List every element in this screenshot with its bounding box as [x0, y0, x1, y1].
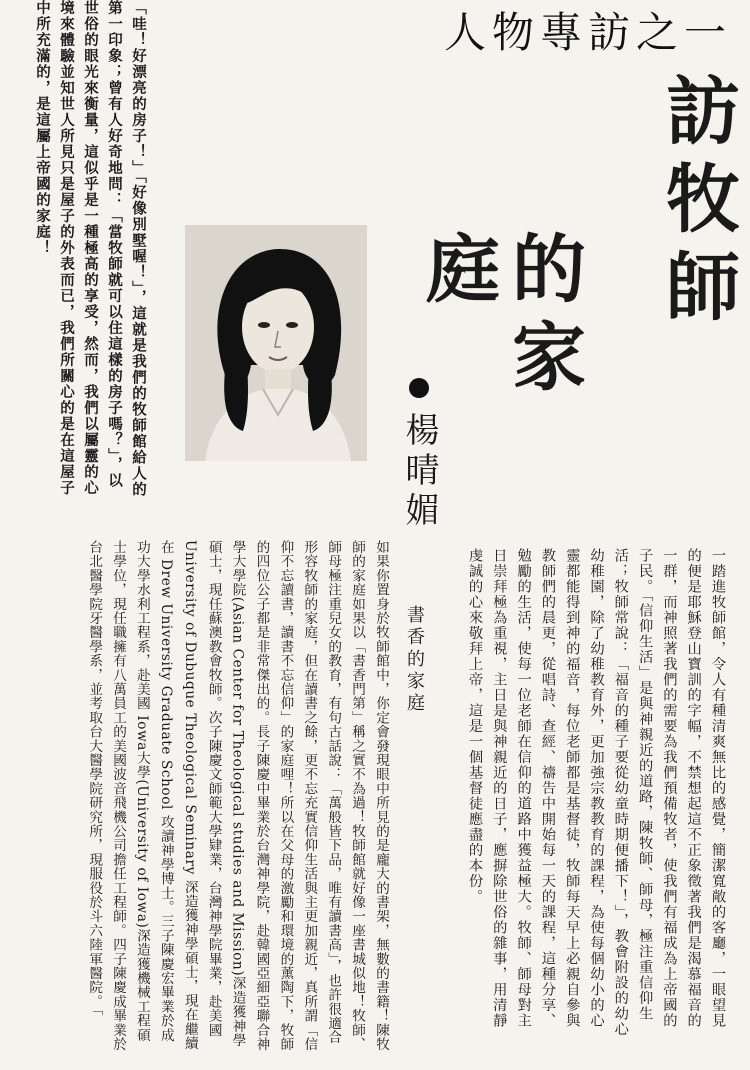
- section-heading: 書香的家庭: [404, 605, 425, 715]
- author-name: 楊晴媚: [399, 412, 439, 532]
- portrait-illustration: [185, 225, 367, 461]
- series-label: 人物專訪之一: [443, 8, 732, 57]
- body-paragraph-1: 一踏進牧師館，令人有種清爽無比的感覺，簡潔寬敞的客廳，一眼望見的便是耶穌登山寶訓的字幅，不禁想起這不正象徵著我們是渴慕福音的一群，而神照著我們的需要為我們預備牧者，使我們有福成為上帝國的子民。「信仰生活」是與神親近的道路，陳牧師、師母，極注重信仰生活；牧師常說：「福音的種子要從幼童時期便播下！」，教會附設的幼心幼稚園，除了幼稚教育外，更加強宗教教育的課程，為使每個幼小的心靈都能得到神的福音，每位老師都是基督徒，牧師每天早上必親自參與教師們的晨更，從唱詩、查經、禱告中開始每一天的課程，這種分享、勉勵的生活，使每一位老師在信仰的道路中獲益極大。牧師、師母對主日崇拜極為重視，主日是與神親近的日子，應摒除世俗的雜事，用清靜虔誠的心來敬拜上帝，這是一個基督徒應盡的本份。: [467, 548, 726, 1037]
- body-paragraph-2: 如果你置身於牧師館中，你定會發現眼中所見的是龐大的書架，無數的書籍！陳牧師的家庭如果以「書香門第」稱之實不為過！牧師館就好像一座書城似地！牧師、師母極注重兒女的教育，有句古話說：「萬般皆下品，唯有讀書高」，也許很適合形容牧師的家庭，但在讀書之餘，更不忘充實信仰生活與主更加親近，真所謂「信仰不忘讀書，讀書不忘信仰」的家庭哩！所以在父母的激勵和環境的薰陶下，牧師的四位公子都是非常傑出的。長子陳慶中畢業於台灣神學院，赴韓國亞細亞聯合神學大學院(Asian Center for Theological studies and Mission)深造獲神學碩士，現任蘇澳教會牧師。次子陳慶文師範大學肄業，台灣神學院畢業，赴美國 University of Dubuque Theological Seminary 深造獲神學碩士，現在繼續在 Drew University Graduate School 攻讀神學博士。三子陳慶宏畢業於成功大學水利工程系，赴美國 Iowa大學(University of Iowa)深造獲機械工程碩士學位，現任職擁有八萬員工的美國波音飛機公司擔任工程師。四子陳慶成畢業於台北醫學院牙醫學系，並考取台大醫學院研究所，現服役於斗六陸軍醫院。「: [86, 540, 389, 1052]
- author-portrait-photo: [185, 225, 367, 461]
- intro-paragraph: [10, 0, 150, 500]
- author-byline: [388, 378, 444, 568]
- intro-text: 「哇！好漂亮的房子！」「好像別墅喔！」，這就是我們的牧師館給人的第一印象；曾有人好奇地問：「當牧師就可以住這樣的房子嗎？」，以世俗的眼光來衡量，這似乎是一種極高的享受，然而，我們以屬靈的心境來體驗並知世人所見只是屋子的外表而已，我們所關心的是在這屋子中所充滿的，是這屬上帝國的家庭！: [34, 0, 147, 498]
- article-title-part2: 的家庭: [414, 230, 586, 406]
- article-title-part1: 訪牧師: [654, 72, 740, 336]
- bullet-dot-icon: [409, 378, 429, 398]
